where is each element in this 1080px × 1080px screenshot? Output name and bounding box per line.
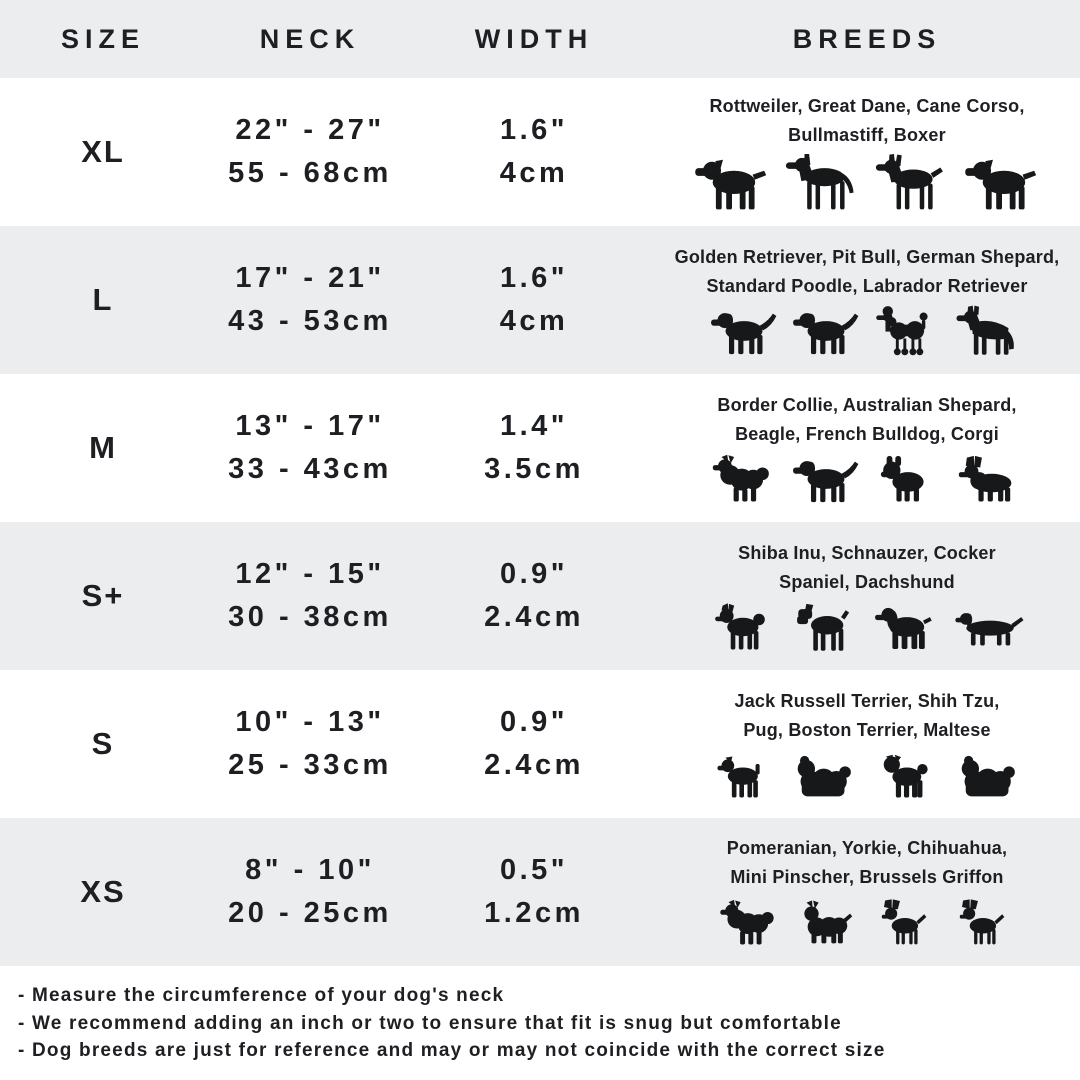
breeds-list-line1: Rottweiler, Great Dane, Cane Corso,: [709, 95, 1025, 116]
great-dane-icon: [783, 154, 861, 212]
neck-inches: 10" - 13": [235, 705, 385, 738]
breeds-list-line2: Beagle, French Bulldog, Corgi: [735, 423, 999, 444]
breeds-list-line1: Pomeranian, Yorkie, Chihuahua,: [726, 837, 1008, 858]
width-value: [414, 257, 654, 344]
breeds-list-line1: Border Collie, Australian Shepard,: [717, 394, 1017, 415]
neck-range: [206, 109, 414, 196]
breeds-cell: [654, 687, 1080, 802]
breeds-list-line1: Shiba Inu, Schnauzer, Cocker: [738, 542, 996, 563]
schnauzer-icon: [791, 601, 861, 653]
breeds-list-line1: Golden Retriever, Pit Bull, German Shepard,: [674, 246, 1060, 267]
breeds-list-line1: Jack Russell Terrier, Shih Tzu,: [734, 690, 1000, 711]
cane-corso-icon: [873, 154, 951, 212]
table-row-m: [0, 374, 1080, 522]
dog-silhouette-strip: [660, 601, 1074, 653]
rottweiler-icon: [693, 154, 771, 212]
neck-inches: 17" - 21": [235, 261, 385, 294]
header-neck: NECK: [259, 23, 361, 54]
header-breeds: BREEDS: [792, 23, 942, 54]
neck-inches: 13" - 17": [235, 409, 385, 442]
beagle-icon: [791, 453, 861, 505]
pug-icon: [873, 749, 943, 801]
shih-tzu-icon: [791, 749, 861, 801]
width-value: [414, 849, 654, 936]
width-inches: 1.4": [499, 409, 569, 442]
table-row-s-plus: [0, 522, 1080, 670]
breeds-list-line2: Standard Poodle, Labrador Retriever: [706, 275, 1028, 296]
neck-cm: 30 - 38cm: [228, 601, 392, 633]
width-cm: 2.4cm: [484, 601, 584, 633]
bullmastiff-icon: [963, 154, 1041, 212]
width-inches: 0.5": [499, 853, 569, 886]
dog-silhouette-strip: [660, 453, 1074, 505]
table-header-row: [0, 0, 1080, 78]
width-cm: 4cm: [499, 157, 569, 189]
width-inches: 1.6": [499, 261, 569, 294]
jack-russell-terrier-icon: [709, 749, 779, 801]
width-inches: 0.9": [499, 705, 569, 738]
neck-range: [206, 701, 414, 788]
german-shepard-icon: [955, 305, 1025, 357]
neck-range: [206, 553, 414, 640]
size-label: S: [91, 726, 115, 761]
breeds-cell: [654, 391, 1080, 506]
shiba-inu-icon: [709, 601, 779, 653]
breeds-cell: [654, 243, 1080, 358]
corgi-icon: [955, 453, 1025, 505]
header-width: WIDTH: [474, 23, 594, 54]
width-cm: 3.5cm: [484, 453, 584, 485]
australian-shepard-icon: [709, 453, 779, 505]
breeds-cell: [654, 539, 1080, 654]
width-cm: 2.4cm: [484, 749, 584, 781]
french-bulldog-icon: [873, 453, 943, 505]
size-label: XL: [81, 134, 125, 169]
table-row-s: [0, 670, 1080, 818]
maltese-icon: [955, 749, 1025, 801]
golden-retriever-icon: [709, 305, 779, 357]
breeds-list-line2: Mini Pinscher, Brussels Griffon: [730, 866, 1004, 887]
width-cm: 1.2cm: [484, 897, 584, 929]
neck-inches: 22" - 27": [235, 113, 385, 146]
breeds-list-line2: Pug, Boston Terrier, Maltese: [743, 719, 991, 740]
table-row-xs: [0, 818, 1080, 966]
neck-cm: 55 - 68cm: [228, 157, 392, 189]
breeds-list-line2: Bullmastiff, Boxer: [788, 124, 946, 145]
dog-silhouette-strip: [660, 154, 1074, 212]
size-label: S+: [81, 578, 125, 613]
note-measure: - Measure the circumference of your dog's neck: [18, 985, 505, 1006]
dog-silhouette-strip: [660, 749, 1074, 801]
neck-cm: 43 - 53cm: [228, 305, 392, 337]
note-recommend: - We recommend adding an inch or two to ensure that fit is snug but comfortable: [18, 1012, 842, 1034]
table-row-l: [0, 226, 1080, 374]
neck-cm: 20 - 25cm: [228, 897, 392, 929]
size-label: L: [92, 282, 114, 317]
width-cm: 4cm: [499, 305, 569, 337]
neck-cm: 25 - 33cm: [228, 749, 392, 781]
width-value: [414, 701, 654, 788]
neck-inches: 8" - 10": [245, 853, 375, 886]
note-reference: - Dog breeds are just for reference and may or may not coincide with the correct size: [18, 1040, 886, 1062]
dachshund-icon: [955, 601, 1025, 653]
header-size: SIZE: [60, 23, 145, 54]
neck-cm: 33 - 43cm: [228, 453, 392, 485]
mini-pinscher-icon: [951, 896, 1017, 950]
width-value: [414, 109, 654, 196]
width-inches: 1.6": [499, 113, 569, 146]
neck-inches: 12" - 15": [235, 557, 385, 590]
breeds-cell: [654, 834, 1080, 951]
neck-range: [206, 257, 414, 344]
labrador-retriever-icon: [791, 305, 861, 357]
breeds-list-line2: Spaniel, Dachshund: [779, 571, 955, 592]
pomeranian-icon: [717, 896, 783, 950]
neck-range: [206, 849, 414, 936]
dog-silhouette-strip: [660, 896, 1074, 950]
size-label: XS: [80, 874, 126, 909]
cocker-spaniel-icon: [873, 601, 943, 653]
table-row-xl: [0, 78, 1080, 226]
standard-poodle-icon: [873, 305, 943, 357]
dog-silhouette-strip: [660, 305, 1074, 357]
width-value: [414, 405, 654, 492]
breeds-cell: [654, 92, 1080, 213]
footer-notes: [0, 966, 1080, 1065]
yorkie-icon: [795, 896, 861, 950]
neck-range: [206, 405, 414, 492]
chihuahua-icon: [873, 896, 939, 950]
size-label: M: [89, 430, 117, 465]
width-value: [414, 553, 654, 640]
width-inches: 0.9": [499, 557, 569, 590]
